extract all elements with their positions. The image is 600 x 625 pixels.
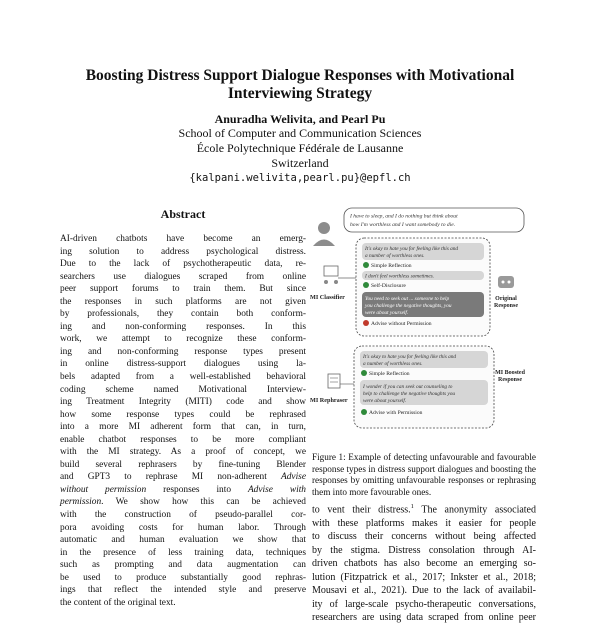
abstract-line: ing Treatment Integrity (MITI) code and show [60,397,306,408]
body-line: to discuss their concerns without being affected [312,531,536,543]
figure-caption: Figure 1: Example of detecting unfavourable and favourable response types in distress support dialogues and boosting the responses by omitting unfavourable responses or rephrasing them into more favourable ones. [312,452,536,497]
abstract-line: peer support forums to train them. But since [60,284,306,295]
paper-title: Boosting Distress Support Dialogue Responses with Motivational Interviewing Strategy [85,67,515,102]
abstract-line: automatic and human evaluation we show that [60,535,306,546]
affiliation-country: Switzerland [271,156,329,170]
abstract-line: ing solution to address psychological distress. [60,246,306,257]
abstract-line: pora avoiding costs for human labor. Through [60,522,306,533]
abstract-line: coding scheme named Motivational Interview- [60,384,306,395]
body-line: Mousavi et al., 2021). Due to the lack of availabil- [312,585,536,597]
affiliation-school: School of Computer and Communication Sciences [178,126,422,140]
body-line: by the stigma. Distress consolation through AI- [312,544,536,556]
tag-simple-reflection: Simple Reflection [369,371,410,377]
author-email: {kalpani.welivita,pearl.pu}@epfl.ch [189,172,411,184]
abstract-line: ing and non-conforming responses. In this [60,321,306,332]
abstract-line: and GPT3 to rephrase MI non-adherent Advise [60,472,306,483]
check-icon [361,370,367,376]
user-icon [313,222,335,246]
footnote-marker: 1 [410,503,414,510]
response-text: You need to seek out ... someone to help [365,296,450,302]
label-mi-boosted: MI Boosted [495,370,525,376]
check-icon [363,282,369,288]
response-text: help to challenge the negative thoughts you [363,391,456,397]
abstract-line: the responses in such platforms are not given [60,296,306,307]
response-text: I wonder if you can seek out counseling to [363,384,453,390]
abstract-line: Due to the lack of psychotherapeutic data, re- [60,259,306,270]
body-line: lution (Fitzpatrick et al., 2017; Inkster et al., 2018; [312,571,536,583]
abstract-line: with the MI strategy. As a proof of concept, we [60,447,306,458]
user-text-line: how I'm worthless and I want somebody to die. [350,222,456,228]
abstract-line: the content of the original text. [60,597,176,608]
response-text: a number of worthless ones. [365,253,425,259]
abstract-heading: Abstract [160,207,206,221]
abstract-line: AI-driven chatbots have become an emerg- [60,234,306,244]
response-text: were about yourself. [363,398,407,404]
tag-advise-without-permission: Advise without Permission [371,321,432,327]
body-line: ity of large-scale psycho-therapeutic conversations, [312,598,536,610]
abstract-line: without permission responses into Advise with [60,484,306,495]
abstract-line: in the presence of less training data, techniques [60,547,306,558]
abstract-line: such as prompting and data augmentation can [60,560,306,571]
robot-icon [498,276,514,288]
body-line: researchers are using data scraped from online peer [312,612,536,624]
response-text: It's okay to hate you for feeling like this and [363,354,457,360]
check-icon [361,409,367,415]
tag-advise-with-permission: Advise with Permission [369,410,423,416]
user-message-bubble [344,208,524,232]
body-line: to vent their distress.$^1$ The anonymity associated [312,503,536,516]
body-line: with these platforms makes it easier for people [312,517,536,529]
label-mi-classifier: MI Classifier [310,294,345,301]
authors: Anuradha Welivita, and Pearl Pu [214,112,386,126]
label-mi-rephraser: MI Rephraser [310,397,348,404]
rephraser-icon [328,374,354,388]
abstract-body [60,233,306,609]
response-text: It's okay to hate you for feeling like this and [365,246,459,252]
abstract-line: ing and non-conforming response types present [60,346,306,357]
response-text: you challenge the negative thoughts, you [365,303,452,309]
affiliation-institution: École Polytechnique Fédérale de Lausanne [196,141,404,155]
abstract-line: with the construction of pseudo-parallel cor- [60,510,306,521]
abstract-line: how some response types could be rephrased [60,409,306,420]
abstract-line: bels adapted from a well-established behavioral [60,372,306,383]
abstract-line: build several rephrasers by fine-tuning Blender [60,459,306,470]
response-text: a number of worthless ones. [363,361,423,367]
figure-1 [308,206,528,438]
response-text: I don't feel worthless sometimes. [365,273,434,280]
abstract-line: ings that reflect the intended style and preserve [60,585,306,596]
tag-self-disclosure: Self-Disclosure [371,283,406,289]
label-original: Original [495,296,517,302]
abstract-line: searchers use dialogues scraped from online [60,271,306,282]
body-line: driven chatbots has also become an emerging so- [312,558,536,570]
user-text-line: I have to sleep, and I do nothing but think about [350,213,458,220]
abstract-line: into a more MI adherent form that can, in turn, [60,422,306,433]
tag-simple-reflection: Simple Reflection [371,263,412,269]
abstract-line: permission. We show how this can be achieved [60,497,306,508]
abstract-line: in online distress-support dialogues using la- [60,359,306,370]
label-original-response: Response [493,303,519,309]
classifier-icon [324,266,356,284]
cross-icon [363,320,369,326]
response-text: were about yourself. [365,310,409,316]
abstract-line: enable chatbot responses to be more compliant [60,434,306,445]
abstract-line: by professionals, they contain both conform- [60,309,306,320]
label-boosted-response: Response [497,377,523,383]
check-icon [363,262,369,268]
abstract-line: work, we attempt to recognize these conform- [60,334,306,345]
abstract-line: be used to produce substantially good rephras- [60,572,306,583]
body-text [312,500,536,625]
